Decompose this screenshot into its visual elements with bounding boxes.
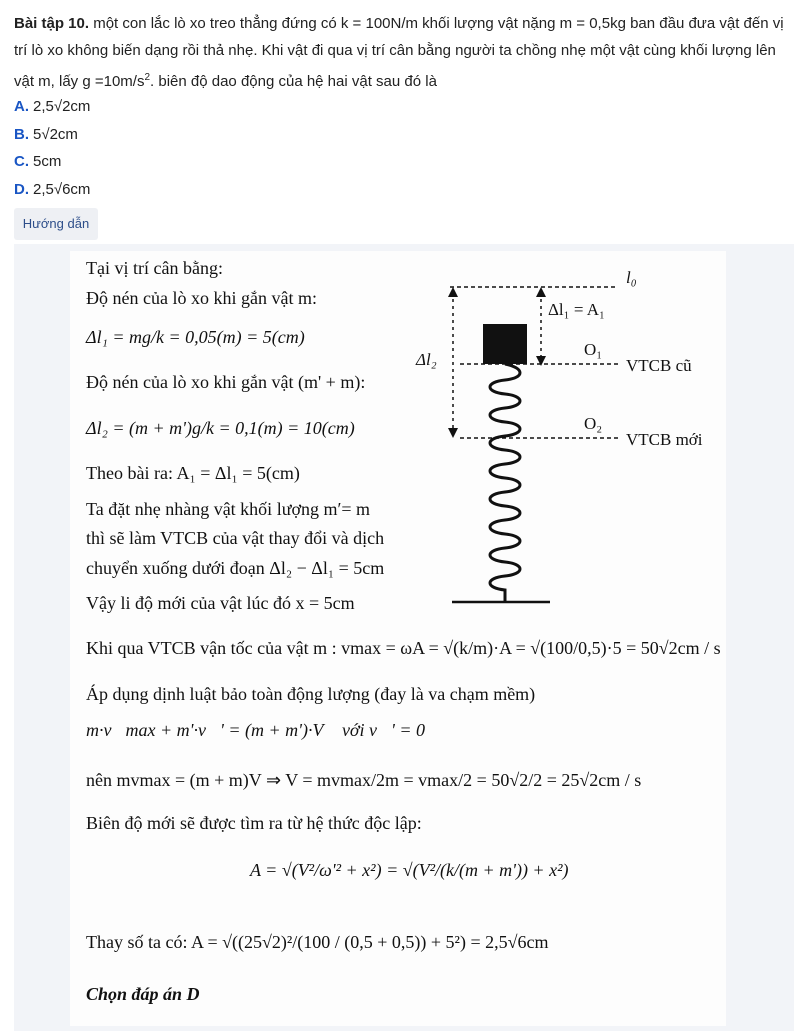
question-end: . biên độ dao động của hệ hai vật sau đó là <box>150 73 437 90</box>
solution-line-1: Tại vị trí cân bằng: <box>86 258 223 278</box>
solution-line-10: Vậy li độ mới của vật lúc đó x = 5cm <box>86 593 355 613</box>
solution-line-16: A = √(V²/ω'² + x²) = √(V²/(k/(m + m')) + x²) <box>250 860 569 880</box>
option-value: 5cm <box>33 153 62 170</box>
label-l0: l₀ <box>626 268 637 287</box>
solution-line-8: thì sẽ làm VTCB của vật thay đổi và dịch <box>86 528 385 548</box>
option-a[interactable] <box>14 93 90 121</box>
solution-line-9: chuyển xuống dưới đoạn Δl₂ − Δl₁ = 5cm <box>86 558 385 578</box>
solution-line-6: Theo bài ra: A₁ = Δl₁ = 5(cm) <box>86 463 300 483</box>
option-b[interactable] <box>14 121 90 149</box>
option-key: C. <box>14 153 29 170</box>
option-d[interactable] <box>14 176 90 204</box>
question-sup: 2 <box>144 72 151 83</box>
solution-line-15: Biên độ mới sẽ được tìm ra từ hệ thức độc lập: <box>86 813 422 833</box>
solution-line-3: Δl₁ = mg/k = 0,05(m) = 5(cm) <box>86 327 305 347</box>
solution-line-5: Δl₂ = (m + m')g/k = 0,1(m) = 10(cm) <box>86 418 355 438</box>
label-o2: O₂ <box>584 414 603 433</box>
solution-line-2: Độ nén của lò xo khi gắn vật m: <box>86 288 317 308</box>
label-vtcb-new: VTCB mới <box>626 430 703 449</box>
solution-line-11: Khi qua VTCB vận tốc của vật m : vmax = ωA = √(k/m)·A = √(100/0,5)·5 = 50√2cm / s <box>86 638 721 658</box>
solution-line-7: Ta đặt nhẹ nhàng vật khối lượng m′= m <box>86 499 371 519</box>
solution-line-14: nên mvmax = (m + m)V ⇒ V = mvmax/2m = vmax/2 = 50√2/2 = 25√2cm / s <box>86 770 642 790</box>
option-key: D. <box>14 180 29 198</box>
question-text <box>14 10 792 95</box>
solution-line-4: Độ nén của lò xo khi gắn vật (m' + m): <box>86 372 366 392</box>
answer-options <box>14 93 90 203</box>
option-value: 5√2cm <box>33 125 78 143</box>
option-key: A. <box>14 98 29 115</box>
label-dl2: Δl₂ <box>416 350 437 369</box>
option-key: B. <box>14 125 29 143</box>
label-vtcb-old: VTCB cũ <box>626 356 692 375</box>
option-value: 2,5√6cm <box>33 180 91 198</box>
solution-line-18: Chọn đáp án D <box>86 984 200 1004</box>
guide-button[interactable]: Hướng dẫn <box>14 208 98 240</box>
option-value: 2,5√2cm <box>33 98 91 115</box>
label-dl1: Δl₁ = A₁ <box>548 300 605 319</box>
option-c[interactable] <box>14 148 90 176</box>
solution-line-12: Áp dụng dịnh luật bảo toàn động lượng (đay là va chạm mềm) <box>86 684 536 704</box>
solution-line-17: Thay số ta có: A = √((25√2)²/(100 / (0,5 + 0,5)) + 5²) = 2,5√6cm <box>86 932 549 952</box>
solution-line-13: m·v⃗max + m'·v⃗' = (m + m')·V⃗ với v⃗' = 0⃗ <box>86 720 440 740</box>
question-label: Bài tập 10. <box>14 15 90 32</box>
question-body: một con lắc lò xo treo thẳng đứng có k = 100N/m khối lượng vật nặng m = 0,5kg ban đầu đưa vật đến vị trí lò xo không biến dạng rồi thả nhẹ. Khi vật đi qua vị trí cân bằng người ta chồng nhẹ một vật cùng khối lượng lên vật m, lấy g =10m/s <box>14 15 784 90</box>
label-o1: O₁ <box>584 340 603 359</box>
